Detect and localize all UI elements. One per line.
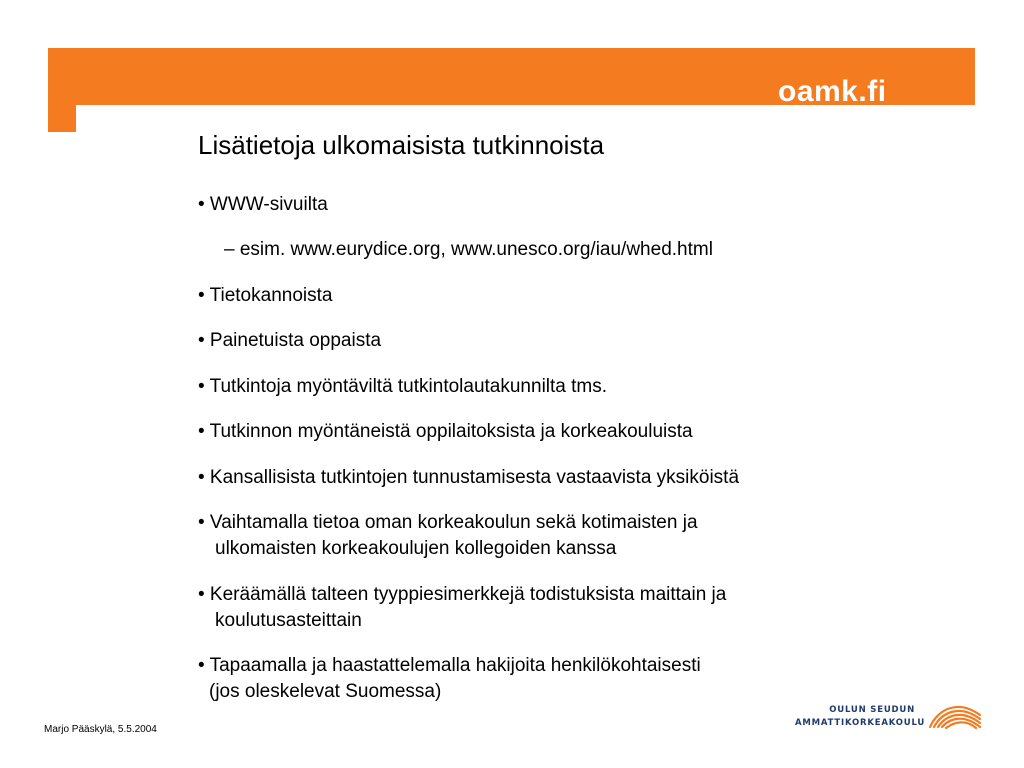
bullet-text: • Vaihtamalla tietoa oman korkeakoulun sekä kotimaisten ja: [198, 512, 698, 533]
bullet-text: • WWW-sivuilta: [198, 194, 328, 215]
header-band-right-tab: [947, 48, 975, 75]
slide-title: Lisätietoja ulkomaisista tutkinnoista: [198, 130, 605, 160]
bullet-text: • Tapaamalla ja haastattelemalla hakijoita henkilökohtaisesti: [198, 655, 701, 676]
bullet-item-interviews: [198, 653, 701, 705]
bullet-text: • Tutkintoja myöntäviltä tutkintolautakunnilta tms.: [198, 376, 608, 397]
sunrise-arcs-icon: [928, 695, 984, 729]
bullet-item-examples: [198, 582, 726, 634]
bullet-continuation: (jos oleskelevat Suomessa): [209, 681, 442, 702]
bullet-item-www: [198, 192, 328, 218]
header-band-left-tab: [48, 48, 76, 132]
bullet-continuation: ulkomaisten korkeakoulujen kollegoiden kanssa: [215, 538, 617, 559]
bullet-text: • Painetuista oppaista: [198, 330, 382, 351]
bullet-text: • Tietokannoista: [198, 285, 333, 306]
org-name-line1: OULUN SEUDUN: [829, 705, 915, 715]
bullet-item-colleagues: [198, 510, 698, 562]
bullet-item-recognition-units: [198, 465, 739, 491]
bullet-text: • Tutkinnon myöntäneistä oppilaitoksista ja korkeakouluista: [198, 421, 693, 442]
bullet-item-institutions: [198, 419, 693, 445]
sub-bullet-examples: [224, 237, 713, 263]
bullet-item-databases: [198, 283, 332, 309]
sub-bullet-text: – esim. www.eurydice.org, www.unesco.org/iau/whed.html: [224, 239, 713, 260]
org-name-line2: AMMATTIKORKEAKOULU: [795, 718, 926, 728]
author-date: Marjo Pääskylä, 5.5.2004: [44, 724, 157, 735]
bullet-continuation: koulutusasteittain: [215, 610, 362, 631]
bullet-item-boards: [198, 374, 607, 400]
oamk-logo-text: oamk.fi: [778, 75, 887, 108]
organization-name: [795, 704, 926, 730]
bullet-text: • Kansallisista tutkintojen tunnustamisesta vastaavista yksiköistä: [198, 467, 740, 488]
bullet-item-guides: [198, 328, 381, 354]
bullet-text: • Keräämällä talteen tyyppiesimerkkejä todistuksista maittain ja: [198, 584, 727, 605]
